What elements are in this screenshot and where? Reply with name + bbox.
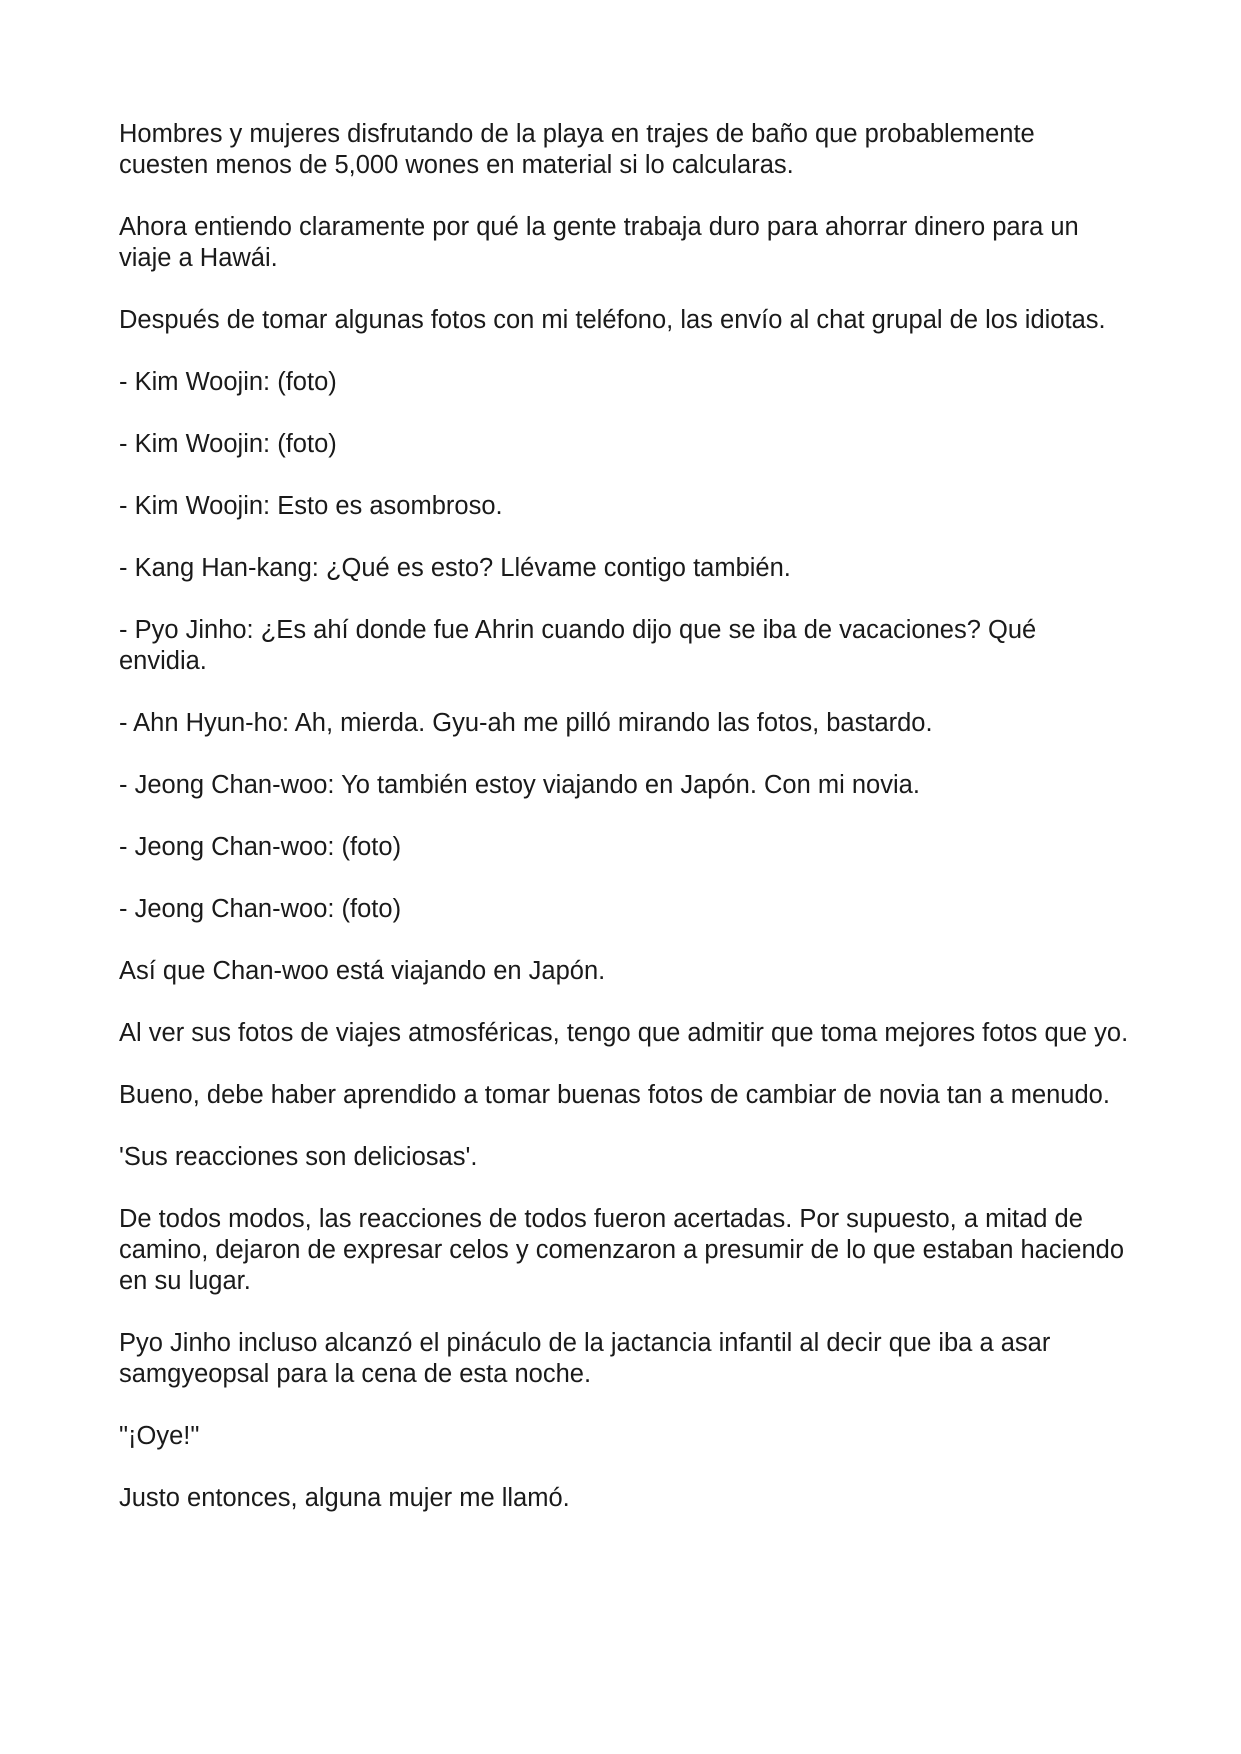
paragraph: Bueno, debe haber aprendido a tomar buenas fotos de cambiar de novia tan a menudo. bbox=[119, 1081, 1110, 1109]
chat-line: - Jeong Chan-woo: Yo también estoy viajando en Japón. Con mi novia. bbox=[119, 771, 920, 799]
paragraph: Justo entonces, alguna mujer me llamó. bbox=[119, 1484, 570, 1512]
paragraph: Hombres y mujeres disfrutando de la playa en trajes de baño que probablemente cuesten menos de 5,000 wones en material si lo calcularas. bbox=[119, 120, 1035, 179]
paragraph: Al ver sus fotos de viajes atmosféricas, tengo que admitir que toma mejores fotos que yo. bbox=[119, 1019, 1129, 1047]
chat-line: - Kim Woojin: (foto) bbox=[119, 430, 337, 458]
chat-line: - Jeong Chan-woo: (foto) bbox=[119, 833, 402, 861]
chat-line: - Jeong Chan-woo: (foto) bbox=[119, 895, 402, 923]
chat-line: - Ahn Hyun-ho: Ah, mierda. Gyu-ah me pilló mirando las fotos, bastardo. bbox=[119, 709, 933, 737]
paragraph: Ahora entiendo claramente por qué la gente trabaja duro para ahorrar dinero para un viaje a Hawái. bbox=[119, 213, 1079, 272]
chat-line: - Kang Han-kang: ¿Qué es esto? Llévame contigo también. bbox=[119, 554, 791, 582]
paragraph: Después de tomar algunas fotos con mi teléfono, las envío al chat grupal de los idiotas. bbox=[119, 306, 1106, 334]
dialogue-line: "¡Oye!" bbox=[119, 1422, 200, 1450]
document-body bbox=[119, 119, 1129, 1545]
chat-line: - Pyo Jinho: ¿Es ahí donde fue Ahrin cuando dijo que se iba de vacaciones? Qué envidia. bbox=[119, 616, 1037, 675]
paragraph: De todos modos, las reacciones de todos fueron acertadas. Por supuesto, a mitad de camino, dejaron de expresar celos y comenzaron a presumir de lo que estaban haciendo en su lugar. bbox=[119, 1205, 1125, 1295]
paragraph: Pyo Jinho incluso alcanzó el pináculo de la jactancia infantil al decir que iba a asar samgyeopsal para la cena de esta noche. bbox=[119, 1329, 1051, 1388]
paragraph: Así que Chan-woo está viajando en Japón. bbox=[119, 957, 606, 985]
chat-line: - Kim Woojin: (foto) bbox=[119, 368, 337, 396]
chat-line: - Kim Woojin: Esto es asombroso. bbox=[119, 492, 503, 520]
paragraph: 'Sus reacciones son deliciosas'. bbox=[119, 1143, 478, 1171]
